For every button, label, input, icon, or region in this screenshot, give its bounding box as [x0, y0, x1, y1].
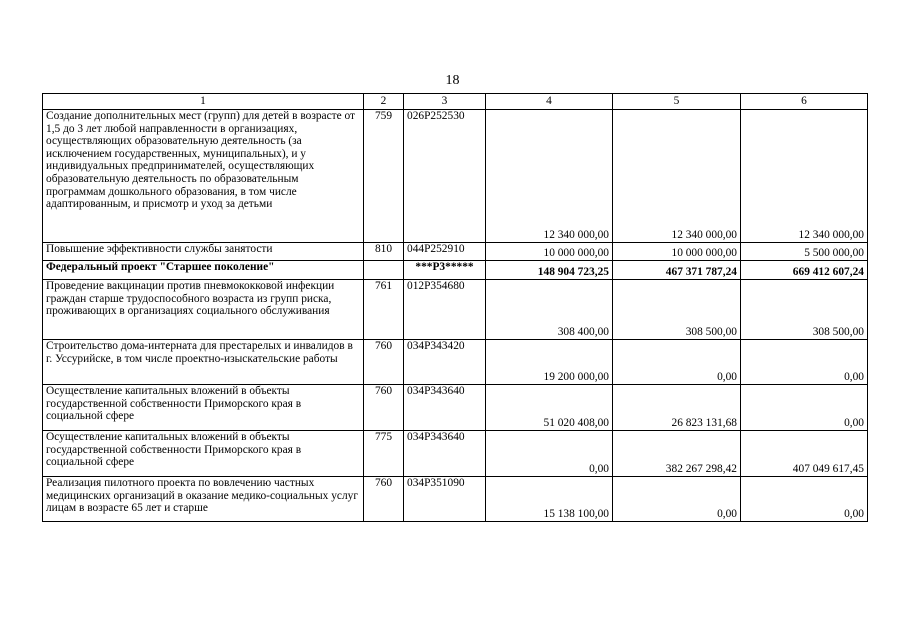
column-header: 5	[613, 94, 741, 110]
row-value-5: 10 000 000,00	[613, 243, 741, 261]
row-value-4: 12 340 000,00	[486, 110, 613, 243]
table-row	[43, 431, 868, 477]
page-number: 18	[445, 73, 460, 88]
row-name: Проведение вакцинации против пневмококковой инфекции граждан старше трудоспособного возраста из групп риска, проживающих в организациях социального обслуживания	[43, 280, 364, 340]
row-csr-code: 026P252530	[404, 110, 486, 243]
row-grbs-code	[364, 261, 404, 280]
row-csr-code: 012P354680	[404, 280, 486, 340]
row-value-6: 308 500,00	[741, 280, 868, 340]
row-value-5: 308 500,00	[613, 280, 741, 340]
row-value-4: 19 200 000,00	[486, 340, 613, 385]
row-value-6: 669 412 607,24	[741, 261, 868, 280]
column-header: 6	[741, 94, 868, 110]
row-grbs-code: 761	[364, 280, 404, 340]
row-name: Строительство дома-интерната для престарелых и инвалидов в г. Уссурийске, в том числе проектно-изыскательские работы	[43, 340, 364, 385]
row-value-4: 10 000 000,00	[486, 243, 613, 261]
column-header: 3	[404, 94, 486, 110]
row-value-4: 51 020 408,00	[486, 385, 613, 431]
column-header: 4	[486, 94, 613, 110]
row-grbs-code: 760	[364, 385, 404, 431]
row-csr-code: 034P351090	[404, 477, 486, 522]
row-value-4: 148 904 723,25	[486, 261, 613, 280]
table-row	[43, 243, 868, 261]
row-value-5: 12 340 000,00	[613, 110, 741, 243]
row-name: Осуществление капитальных вложений в объекты государственной собственности Приморского края в социальной сфере	[43, 385, 364, 431]
row-csr-code: 034P343640	[404, 431, 486, 477]
table-row	[43, 477, 868, 522]
row-grbs-code: 760	[364, 477, 404, 522]
table-row	[43, 385, 868, 431]
header-row	[43, 94, 868, 110]
table-row	[43, 110, 868, 243]
row-value-6: 5 500 000,00	[741, 243, 868, 261]
table-row	[43, 280, 868, 340]
row-csr-code: ***P3*****	[404, 261, 486, 280]
row-csr-code: 034P343420	[404, 340, 486, 385]
row-name: Реализация пилотного проекта по вовлечению частных медицинских организаций в оказание медико-социальных услуг лицам в возрасте 65 лет и старше	[43, 477, 364, 522]
row-value-5: 467 371 787,24	[613, 261, 741, 280]
row-grbs-code: 810	[364, 243, 404, 261]
row-value-5: 26 823 131,68	[613, 385, 741, 431]
table-row	[43, 261, 868, 280]
row-value-5: 0,00	[613, 340, 741, 385]
row-value-4: 15 138 100,00	[486, 477, 613, 522]
row-value-6: 0,00	[741, 385, 868, 431]
row-csr-code: 044P252910	[404, 243, 486, 261]
row-name: Создание дополнительных мест (групп) для детей в возрасте от 1,5 до 3 лет любой направленности в организациях, осуществляющих образовательную деятельность (за исключением государственных, муниципальных), и у индивидуальных предпринимателей, осуществляющих образовательную деятельность по образовательным программам дошкольного образования, в том числе адаптированным, и присмотр и уход за детьми	[43, 110, 364, 243]
row-name: Осуществление капитальных вложений в объекты государственной собственности Приморского края в социальной сфере	[43, 431, 364, 477]
row-grbs-code: 775	[364, 431, 404, 477]
row-grbs-code: 759	[364, 110, 404, 243]
column-header: 2	[364, 94, 404, 110]
table-row	[43, 340, 868, 385]
row-value-6: 0,00	[741, 477, 868, 522]
budget-table	[42, 93, 868, 522]
row-value-6: 0,00	[741, 340, 868, 385]
row-name: Федеральный проект "Старшее поколение"	[43, 261, 364, 280]
row-value-4: 308 400,00	[486, 280, 613, 340]
row-value-4: 0,00	[486, 431, 613, 477]
row-csr-code: 034P343640	[404, 385, 486, 431]
row-value-6: 407 049 617,45	[741, 431, 868, 477]
row-name: Повышение эффективности службы занятости	[43, 243, 364, 261]
row-value-5: 0,00	[613, 477, 741, 522]
row-value-6: 12 340 000,00	[741, 110, 868, 243]
column-header: 1	[43, 94, 364, 110]
row-value-5: 382 267 298,42	[613, 431, 741, 477]
row-grbs-code: 760	[364, 340, 404, 385]
